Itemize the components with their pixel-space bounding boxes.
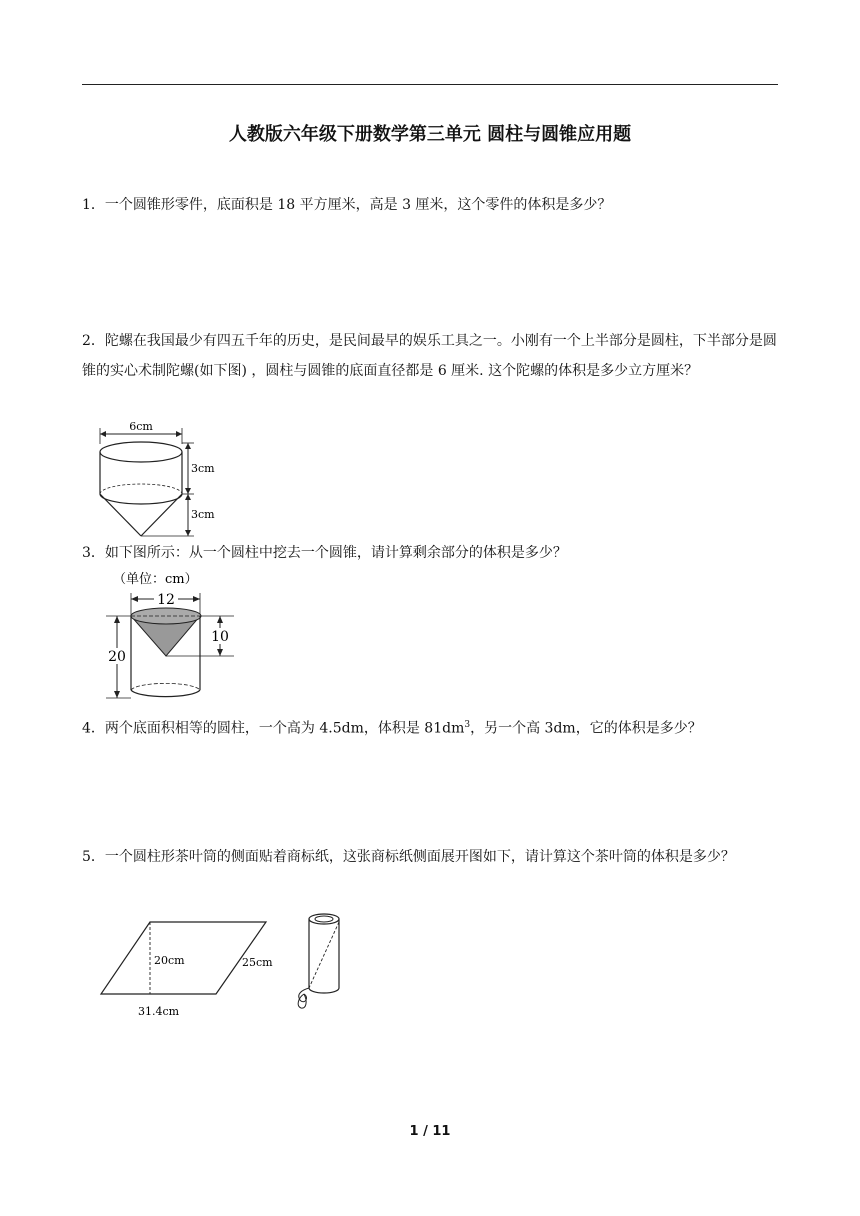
question-1: 1．一个圆锥形零件，底面积是 18 平方厘米，高是 3 厘米，这个零件的体积是多少？: [82, 197, 612, 213]
cylinder-height-20: 20: [108, 649, 126, 665]
height-20cm-label: 20cm: [154, 954, 185, 967]
width-label: 6cm: [129, 420, 153, 433]
cylinder-height-label: 3cm: [191, 462, 215, 475]
question-2: 2．陀螺在我国最少有四五千年的历史，是民间最早的娱乐工具之一。小刚有一个上半部分是圆柱，下半部分是圆锥的实心术制陀螺(如下图) ，圆柱与圆锥的底面直径都是 6 厘米. 这个陀螺的体积是多少立方厘米？: [82, 333, 777, 379]
spinning-top-figure: [90, 418, 240, 540]
question-5: 5．一个圆柱形茶叶筒的侧面贴着商标纸，这张商标纸侧面展开图如下，请计算这个茶叶筒的体积是多少？: [82, 849, 735, 865]
cylinder-cone-figure: [96, 566, 246, 702]
diameter-label: 12: [157, 592, 175, 608]
label-unfolded-figure: [96, 914, 286, 1022]
page-number: 1 / 11: [409, 1124, 451, 1139]
question-4: 4．两个底面积相等的圆柱，一个高为 4.5dm，体积是 $81dm^3$，另一个高 3dm，它的体积是多少？: [82, 720, 702, 737]
base-31-4cm-label: 31.4cm: [138, 1005, 180, 1018]
tea-canister-figure: [288, 910, 358, 1016]
cone-height-10: 10: [211, 629, 229, 645]
unit-label: （单位：cm）: [113, 572, 198, 587]
header-rule: [82, 84, 778, 85]
side-25cm-label: 25cm: [242, 956, 273, 969]
question-3: 3．如下图所示：从一个圆柱中挖去一个圆锥，请计算剩余部分的体积是多少？: [82, 545, 567, 561]
page-title: 人教版六年级下册数学第三单元 圆柱与圆锥应用题: [228, 124, 632, 145]
cone-height-label: 3cm: [191, 508, 215, 521]
